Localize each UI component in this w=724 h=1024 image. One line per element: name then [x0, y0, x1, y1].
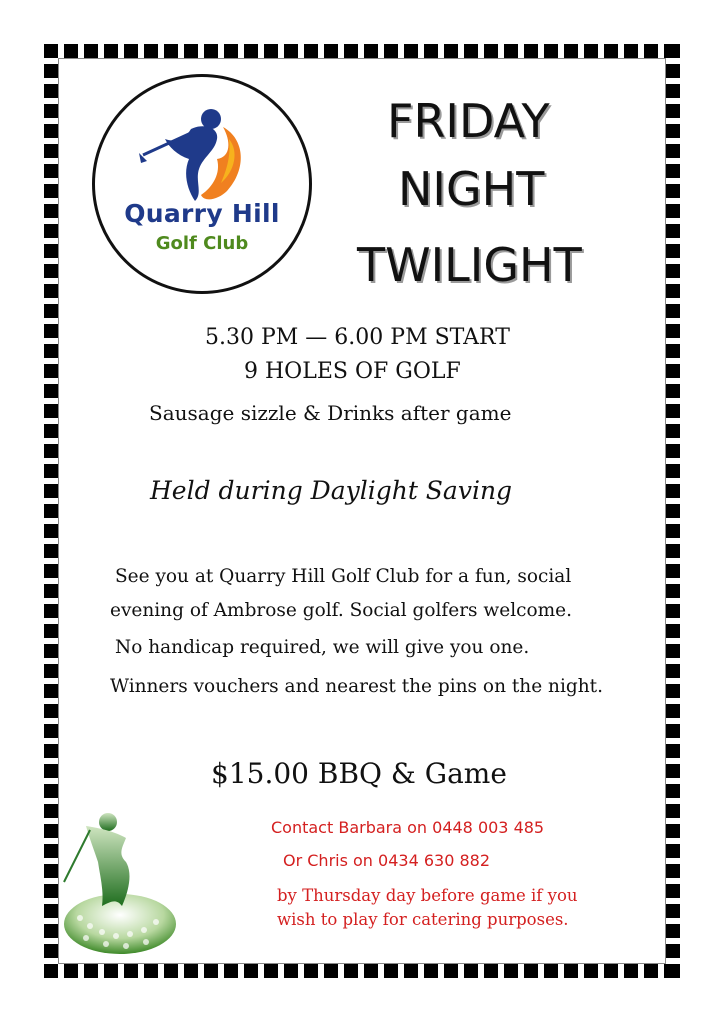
- start-time: 5.30 PM — 6.00 PM START: [205, 325, 510, 350]
- paragraph-line-1: See you at Quarry Hill Golf Club for a fun, social: [115, 566, 572, 587]
- booking-note-line-2: wish to play for catering purposes.: [277, 910, 569, 929]
- holes-info: 9 HOLES OF GOLF: [244, 359, 461, 384]
- club-logo: [92, 74, 312, 294]
- logo-subtitle: Golf Club: [155, 233, 249, 254]
- season-info: Held during Daylight Saving: [150, 476, 513, 505]
- headline-line-3: TWILIGHT: [357, 238, 582, 292]
- paragraph-line-3: No handicap required, we will give you one.: [115, 637, 530, 658]
- paragraph-line-4: Winners vouchers and nearest the pins on the night.: [110, 676, 603, 697]
- price: $15.00 BBQ & Game: [211, 757, 507, 790]
- checkered-border-top: [44, 44, 680, 58]
- headline-line-2: NIGHT: [398, 162, 545, 216]
- golfer-swing-logo-icon: [95, 77, 309, 291]
- headline-line-1: FRIDAY: [387, 94, 550, 148]
- contact-barbara: Contact Barbara on 0448 003 485: [271, 818, 545, 837]
- booking-note-line-1: by Thursday day before game if you: [277, 886, 578, 905]
- food-info: Sausage sizzle & Drinks after game: [149, 401, 512, 425]
- checkered-border-bottom: [44, 964, 680, 978]
- checkered-border-left: [44, 44, 58, 978]
- contact-chris: Or Chris on 0434 630 882: [283, 851, 490, 870]
- paragraph-line-2: evening of Ambrose golf. Social golfers welcome.: [110, 600, 572, 621]
- logo-name: Quarry Hill: [124, 199, 280, 228]
- golfer-on-ball-icon: [60, 806, 180, 956]
- checkered-border-right: [666, 44, 680, 978]
